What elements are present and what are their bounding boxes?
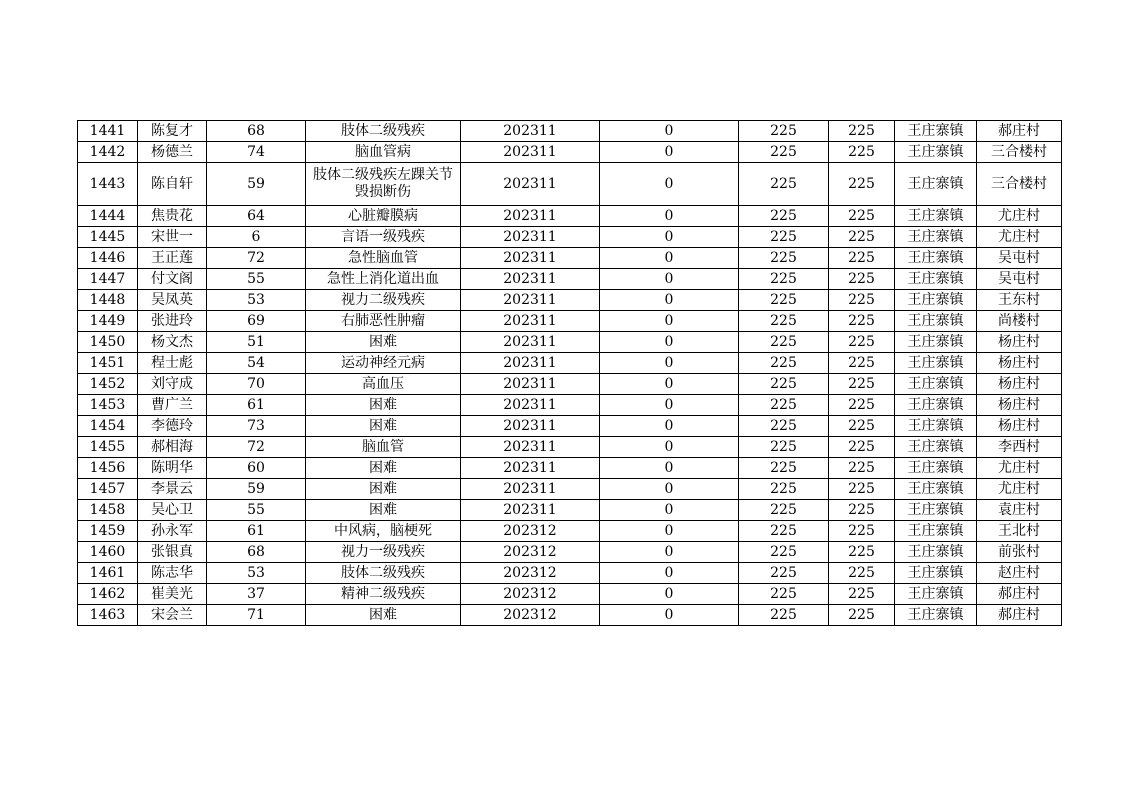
cell-age: 74 [207,142,306,163]
cell-total: 225 [829,542,895,563]
cell-total: 225 [829,290,895,311]
cell-total: 225 [829,374,895,395]
cell-amount: 225 [739,248,829,269]
cell-seq: 1453 [78,395,138,416]
cell-amount: 225 [739,479,829,500]
cell-seq: 1441 [78,121,138,142]
cell-seq: 1444 [78,206,138,227]
cell-seq: 1448 [78,290,138,311]
cell-period: 202311 [461,374,600,395]
cell-name: 李德玲 [138,416,207,437]
cell-seq: 1446 [78,248,138,269]
cell-town: 王庄寨镇 [895,584,977,605]
cell-town: 王庄寨镇 [895,416,977,437]
cell-town: 王庄寨镇 [895,311,977,332]
cell-seq: 1443 [78,163,138,206]
cell-town: 王庄寨镇 [895,206,977,227]
table-row [78,206,1062,227]
cell-age: 53 [207,563,306,584]
cell-seq: 1455 [78,437,138,458]
cell-reason: 困难 [306,458,461,479]
cell-name: 陈复才 [138,121,207,142]
cell-village: 杨庄村 [977,374,1062,395]
cell-town: 王庄寨镇 [895,374,977,395]
table-row [78,374,1062,395]
cell-reason: 精神二级残疾 [306,584,461,605]
cell-age: 71 [207,605,306,626]
cell-village: 吴屯村 [977,248,1062,269]
table-row [78,437,1062,458]
cell-age: 68 [207,542,306,563]
cell-village: 郝庄村 [977,121,1062,142]
cell-reason: 困难 [306,479,461,500]
cell-zero: 0 [600,206,739,227]
cell-amount: 225 [739,542,829,563]
cell-town: 王庄寨镇 [895,121,977,142]
cell-reason: 脑血管病 [306,142,461,163]
cell-age: 60 [207,458,306,479]
cell-period: 202311 [461,121,600,142]
cell-reason: 肢体二级残疾左踝关节毁损断伤 [306,163,461,206]
cell-zero: 0 [600,416,739,437]
cell-town: 王庄寨镇 [895,437,977,458]
cell-name: 杨德兰 [138,142,207,163]
cell-reason: 中风病，脑梗死 [306,521,461,542]
cell-zero: 0 [600,227,739,248]
cell-age: 68 [207,121,306,142]
cell-total: 225 [829,353,895,374]
cell-amount: 225 [739,290,829,311]
table-row [78,584,1062,605]
cell-village: 杨庄村 [977,395,1062,416]
cell-total: 225 [829,521,895,542]
cell-village: 王北村 [977,521,1062,542]
cell-total: 225 [829,479,895,500]
cell-seq: 1457 [78,479,138,500]
cell-age: 64 [207,206,306,227]
cell-total: 225 [829,227,895,248]
cell-total: 225 [829,605,895,626]
cell-name: 焦贵花 [138,206,207,227]
cell-reason: 困难 [306,332,461,353]
cell-total: 225 [829,416,895,437]
cell-zero: 0 [600,353,739,374]
cell-village: 尤庄村 [977,206,1062,227]
cell-age: 61 [207,521,306,542]
cell-amount: 225 [739,206,829,227]
cell-seq: 1442 [78,142,138,163]
cell-seq: 1461 [78,563,138,584]
cell-period: 202311 [461,311,600,332]
cell-village: 尤庄村 [977,227,1062,248]
cell-town: 王庄寨镇 [895,353,977,374]
table-row [78,163,1062,206]
table-row [78,311,1062,332]
cell-total: 225 [829,248,895,269]
cell-reason: 困难 [306,395,461,416]
cell-zero: 0 [600,605,739,626]
table-row [78,416,1062,437]
cell-village: 袁庄村 [977,500,1062,521]
cell-total: 225 [829,458,895,479]
cell-village: 前张村 [977,542,1062,563]
cell-total: 225 [829,437,895,458]
table-row [78,542,1062,563]
cell-amount: 225 [739,163,829,206]
cell-reason: 肢体二级残疾 [306,121,461,142]
cell-period: 202312 [461,605,600,626]
cell-period: 202311 [461,479,600,500]
cell-reason: 心脏瓣膜病 [306,206,461,227]
cell-period: 202311 [461,269,600,290]
cell-age: 55 [207,500,306,521]
cell-age: 54 [207,353,306,374]
cell-name: 张银真 [138,542,207,563]
cell-age: 6 [207,227,306,248]
cell-reason: 肢体二级残疾 [306,563,461,584]
cell-period: 202311 [461,500,600,521]
table-row [78,248,1062,269]
cell-reason: 困难 [306,605,461,626]
table-row [78,142,1062,163]
table-row [78,353,1062,374]
cell-amount: 225 [739,563,829,584]
cell-village: 李西村 [977,437,1062,458]
cell-zero: 0 [600,563,739,584]
cell-name: 陈明华 [138,458,207,479]
cell-total: 225 [829,395,895,416]
cell-seq: 1462 [78,584,138,605]
cell-zero: 0 [600,332,739,353]
cell-total: 225 [829,563,895,584]
cell-name: 郝相海 [138,437,207,458]
cell-village: 尤庄村 [977,479,1062,500]
cell-name: 陈志华 [138,563,207,584]
cell-name: 李景云 [138,479,207,500]
cell-town: 王庄寨镇 [895,542,977,563]
cell-village: 尤庄村 [977,458,1062,479]
cell-amount: 225 [739,227,829,248]
cell-zero: 0 [600,437,739,458]
cell-total: 225 [829,121,895,142]
cell-total: 225 [829,584,895,605]
cell-reason: 脑血管 [306,437,461,458]
cell-reason: 急性脑血管 [306,248,461,269]
table-row [78,290,1062,311]
cell-name: 孙永军 [138,521,207,542]
cell-town: 王庄寨镇 [895,521,977,542]
cell-period: 202311 [461,227,600,248]
cell-period: 202311 [461,142,600,163]
data-table [77,120,1062,626]
cell-village: 赵庄村 [977,563,1062,584]
cell-period: 202312 [461,542,600,563]
cell-period: 202311 [461,163,600,206]
cell-age: 72 [207,437,306,458]
table-row [78,479,1062,500]
cell-village: 三合楼村 [977,142,1062,163]
cell-reason: 困难 [306,500,461,521]
cell-total: 225 [829,311,895,332]
table-row [78,332,1062,353]
cell-name: 王正莲 [138,248,207,269]
cell-age: 55 [207,269,306,290]
cell-village: 吴屯村 [977,269,1062,290]
cell-town: 王庄寨镇 [895,269,977,290]
cell-reason: 右肺恶性肿瘤 [306,311,461,332]
cell-amount: 225 [739,584,829,605]
cell-reason: 视力一级残疾 [306,542,461,563]
cell-seq: 1452 [78,374,138,395]
cell-reason: 言语一级残疾 [306,227,461,248]
cell-name: 付文阁 [138,269,207,290]
cell-amount: 225 [739,605,829,626]
cell-name: 杨文杰 [138,332,207,353]
cell-village: 杨庄村 [977,353,1062,374]
cell-name: 程士彪 [138,353,207,374]
cell-seq: 1450 [78,332,138,353]
cell-amount: 225 [739,458,829,479]
cell-age: 72 [207,248,306,269]
cell-period: 202311 [461,416,600,437]
cell-town: 王庄寨镇 [895,163,977,206]
cell-name: 吴心卫 [138,500,207,521]
cell-seq: 1456 [78,458,138,479]
cell-amount: 225 [739,311,829,332]
cell-village: 尚楼村 [977,311,1062,332]
cell-total: 225 [829,332,895,353]
cell-zero: 0 [600,290,739,311]
cell-zero: 0 [600,458,739,479]
table-row [78,269,1062,290]
cell-seq: 1459 [78,521,138,542]
table-row [78,500,1062,521]
cell-town: 王庄寨镇 [895,248,977,269]
cell-seq: 1454 [78,416,138,437]
cell-town: 王庄寨镇 [895,479,977,500]
cell-period: 202311 [461,206,600,227]
cell-amount: 225 [739,353,829,374]
cell-age: 70 [207,374,306,395]
cell-name: 崔美光 [138,584,207,605]
cell-period: 202311 [461,248,600,269]
cell-zero: 0 [600,500,739,521]
cell-name: 曹广兰 [138,395,207,416]
cell-seq: 1451 [78,353,138,374]
cell-zero: 0 [600,584,739,605]
cell-reason: 高血压 [306,374,461,395]
cell-zero: 0 [600,269,739,290]
cell-zero: 0 [600,142,739,163]
cell-reason: 急性上消化道出血 [306,269,461,290]
cell-village: 郝庄村 [977,584,1062,605]
cell-seq: 1460 [78,542,138,563]
cell-amount: 225 [739,500,829,521]
cell-town: 王庄寨镇 [895,500,977,521]
cell-total: 225 [829,269,895,290]
cell-age: 51 [207,332,306,353]
cell-period: 202312 [461,563,600,584]
cell-village: 王东村 [977,290,1062,311]
cell-period: 202311 [461,353,600,374]
cell-zero: 0 [600,521,739,542]
cell-name: 张进玲 [138,311,207,332]
cell-period: 202311 [461,458,600,479]
cell-amount: 225 [739,395,829,416]
cell-seq: 1445 [78,227,138,248]
table-row [78,605,1062,626]
cell-total: 225 [829,142,895,163]
cell-village: 杨庄村 [977,332,1062,353]
cell-amount: 225 [739,437,829,458]
table-row [78,458,1062,479]
cell-seq: 1463 [78,605,138,626]
cell-town: 王庄寨镇 [895,142,977,163]
cell-village: 杨庄村 [977,416,1062,437]
cell-age: 37 [207,584,306,605]
cell-zero: 0 [600,121,739,142]
cell-total: 225 [829,206,895,227]
cell-village: 三合楼村 [977,163,1062,206]
cell-seq: 1449 [78,311,138,332]
cell-reason: 运动神经元病 [306,353,461,374]
cell-town: 王庄寨镇 [895,332,977,353]
cell-seq: 1458 [78,500,138,521]
cell-zero: 0 [600,163,739,206]
cell-seq: 1447 [78,269,138,290]
cell-town: 王庄寨镇 [895,290,977,311]
table-row [78,227,1062,248]
cell-town: 王庄寨镇 [895,563,977,584]
cell-village: 郝庄村 [977,605,1062,626]
cell-name: 陈自轩 [138,163,207,206]
table-row [78,395,1062,416]
cell-age: 53 [207,290,306,311]
cell-amount: 225 [739,332,829,353]
table-row [78,563,1062,584]
cell-total: 225 [829,163,895,206]
cell-town: 王庄寨镇 [895,395,977,416]
cell-name: 宋会兰 [138,605,207,626]
cell-period: 202312 [461,521,600,542]
cell-town: 王庄寨镇 [895,605,977,626]
cell-name: 刘守成 [138,374,207,395]
cell-town: 王庄寨镇 [895,458,977,479]
cell-period: 202311 [461,437,600,458]
cell-amount: 225 [739,269,829,290]
cell-amount: 225 [739,521,829,542]
cell-age: 73 [207,416,306,437]
cell-name: 宋世一 [138,227,207,248]
cell-zero: 0 [600,395,739,416]
table-body [78,121,1062,626]
cell-reason: 视力二级残疾 [306,290,461,311]
cell-period: 202311 [461,395,600,416]
cell-town: 王庄寨镇 [895,227,977,248]
cell-zero: 0 [600,311,739,332]
cell-zero: 0 [600,542,739,563]
cell-amount: 225 [739,416,829,437]
cell-age: 69 [207,311,306,332]
cell-reason: 困难 [306,416,461,437]
cell-period: 202312 [461,584,600,605]
cell-amount: 225 [739,142,829,163]
table-row [78,121,1062,142]
cell-period: 202311 [461,290,600,311]
cell-amount: 225 [739,121,829,142]
cell-zero: 0 [600,479,739,500]
cell-name: 吴凤英 [138,290,207,311]
cell-period: 202311 [461,332,600,353]
cell-age: 59 [207,479,306,500]
cell-zero: 0 [600,374,739,395]
cell-age: 59 [207,163,306,206]
cell-zero: 0 [600,248,739,269]
table-row [78,521,1062,542]
cell-age: 61 [207,395,306,416]
cell-amount: 225 [739,374,829,395]
cell-total: 225 [829,500,895,521]
